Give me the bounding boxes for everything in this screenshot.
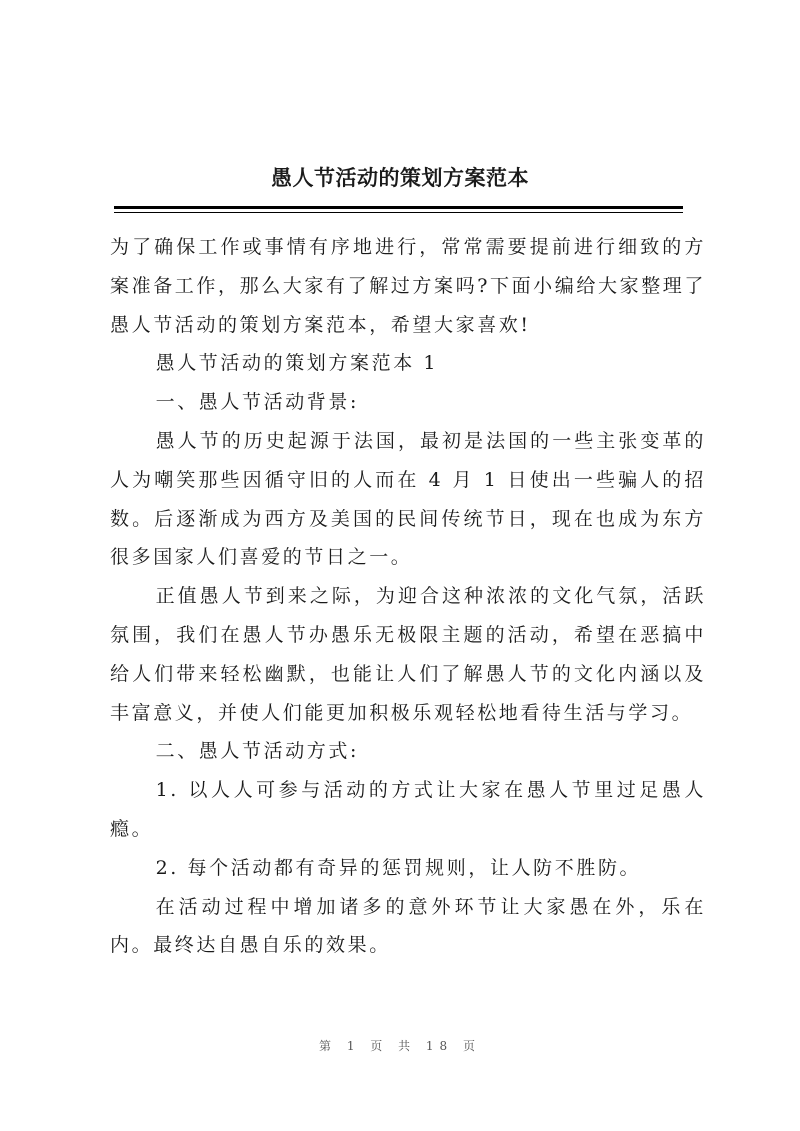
section-heading-method: 二、愚人节活动方式: <box>155 740 359 763</box>
document-body <box>110 228 706 965</box>
title-rule-thin <box>114 212 683 213</box>
paragraph-effect: 在活动过程中增加诸多的意外环节让大家愚在外，乐在内。最终达自愚自乐的效果。 <box>110 895 706 957</box>
list-item-1: 1. 以人人可参与活动的方式让大家在愚人节里过足愚人瘾。 <box>110 779 706 840</box>
paragraph-purpose: 正值愚人节到来之际，为迎合这种浓浓的文化气氛，活跃氛围，我们在愚人节办愚乐无极限主题的活动，希望在恶搞中给人们带来轻松幽默，也能让人们了解愚人节的文化内涵以及丰富意义，并使人们能更加积极乐观轻松地看待生活与学习。 <box>110 585 706 724</box>
section-heading-background: 一、愚人节活动背景: <box>155 391 359 414</box>
paragraph-intro: 为了确保工作或事情有序地进行，常常需要提前进行细致的方案准备工作，那么大家有了解过方案吗?下面小编给大家整理了愚人节活动的策划方案范本，希望大家喜欢! <box>110 236 706 336</box>
title-rule-thick <box>114 206 683 209</box>
paragraph-history: 愚人节的历史起源于法国，最初是法国的一些主张变革的人为嘲笑那些因循守旧的人而在 4 月 1 日使出一些骗人的招数。后逐渐成为西方及美国的民间传统节日，现在也成为东方很多国家人们喜爱的节日之一。 <box>110 429 706 569</box>
page-footer: 第 1 页 共 18 页 <box>319 1039 481 1053</box>
list-item-2: 2. 每个活动都有奇异的惩罚规则，让人防不胜防。 <box>155 856 642 879</box>
paragraph-subtitle: 愚人节活动的策划方案范本 1 <box>155 352 439 375</box>
document-title: 愚人节活动的策划方案范本 <box>271 165 529 190</box>
